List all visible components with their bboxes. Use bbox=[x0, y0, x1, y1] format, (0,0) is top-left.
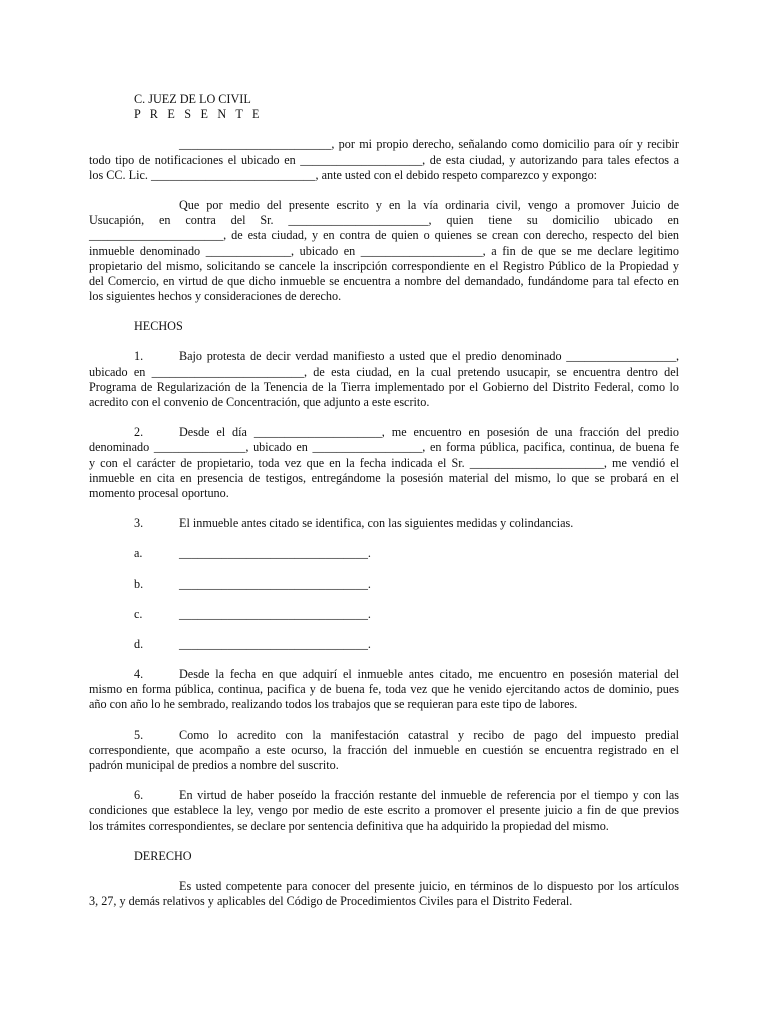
hecho-line: acredito con el convenio de Concentración, que adjunto a este escrito. bbox=[89, 395, 430, 409]
intro-line: todo tipo de notificaciones el ubicado en ____________________, de esta ciudad, y autorizando para tales efectos a bbox=[89, 152, 679, 167]
body-paragraph bbox=[89, 198, 679, 304]
colindancia-letter: a. bbox=[134, 546, 143, 561]
body-line: Usucapión, en contra del Sr. _______________________, quien tiene su domicilio ubicado en bbox=[89, 213, 679, 228]
hecho-line: y con el carácter de propietario, toda vez que en la fecha indicada el Sr. ______________________, me vendió el bbox=[89, 455, 679, 470]
colindancia-blank: _______________________________. bbox=[179, 606, 371, 621]
hecho-number: 2. bbox=[134, 425, 144, 440]
derecho-line: 3, 27, y demás relativos y aplicables del Código de Procedimientos Civiles para el Distrito Federal. bbox=[89, 894, 573, 909]
colindancia-letter: d. bbox=[134, 636, 144, 651]
hecho-line: condiciones que establece la ley, vengo por medio de este escrito a promover el presente juicio a fin de que previos bbox=[89, 803, 679, 818]
hecho-line: mismo en forma pública, continua, pacifica y de buena fe, toda vez que he venido ejercitando actos de dominio, pues bbox=[89, 682, 679, 697]
derecho-line: Es usted competente para conocer del presente juicio, en términos de lo dispuesto por los artículos bbox=[179, 878, 679, 893]
hecho-line: En virtud de haber poseído la fracción restante del inmueble de referencia por el tiempo y con las bbox=[179, 788, 679, 803]
intro-paragraph bbox=[89, 137, 679, 183]
hecho-line: El inmueble antes citado se identifica, con las siguientes medidas y colindancias. bbox=[179, 516, 574, 531]
body-line: Que por medio del presente escrito y en la vía ordinaria civil, vengo a promover Juicio de bbox=[179, 197, 679, 212]
hecho-line: los trámites correspondientes, se declare por sentencia definitiva que ha adquirido la propiedad del mismo. bbox=[89, 818, 609, 833]
colindancia-item bbox=[89, 607, 679, 622]
hecho-number: 4. bbox=[134, 667, 144, 682]
colindancia-blank: _______________________________. bbox=[179, 636, 371, 651]
intro-line: _________________________, por mi propio derecho, señalando como domicilio para oír y recibir bbox=[179, 137, 679, 152]
colindancia-item bbox=[89, 577, 679, 592]
presente: P R E S E N T E bbox=[134, 107, 263, 122]
body-line: los siguientes hechos y consideraciones de derecho. bbox=[89, 289, 342, 304]
hecho-3 bbox=[89, 516, 679, 531]
colindancia-letter: b. bbox=[134, 576, 144, 591]
document-page bbox=[89, 92, 679, 909]
intro-line: los CC. Lic. ___________________________, ante usted con el debido respeto comparezco y expongo: bbox=[89, 167, 598, 182]
addressee: C. JUEZ DE LO CIVIL bbox=[134, 92, 251, 106]
colindancia-blank: _______________________________. bbox=[179, 546, 371, 561]
hecho-line: Desde la fecha en que adquirí el inmueble antes citado, me encuentro en posesión material del bbox=[179, 667, 679, 682]
derecho-heading: DERECHO bbox=[134, 848, 192, 863]
body-line: ______________________, de esta ciudad, y en contra de quien o quienes se crean con derecho, respecto del bien bbox=[89, 228, 679, 243]
hecho-line: año con año lo he sembrado, realizando todos los trabajos que se requieran para este tipo de labores. bbox=[89, 697, 578, 712]
colindancia-item bbox=[89, 546, 679, 561]
hecho-line: correspondiente, que acompaño a este ocurso, la fracción del inmueble en cuestión se encuentra registrado en el bbox=[89, 742, 679, 757]
hecho-number: 5. bbox=[134, 727, 144, 742]
hecho-number: 6. bbox=[134, 788, 144, 803]
hecho-line: Desde el día _____________________, me encuentro en posesión de una fracción del predio bbox=[179, 425, 679, 440]
hecho-4 bbox=[89, 667, 679, 713]
hecho-line: padrón municipal de predios a nombre del suscrito. bbox=[89, 758, 339, 772]
derecho-paragraph bbox=[89, 879, 679, 909]
hecho-line: denominado _______________, ubicado en __________________, en forma pública, pacifica, continua, de buena fe bbox=[89, 440, 679, 455]
colindancia-blank: _______________________________. bbox=[179, 576, 371, 591]
hecho-number: 1. bbox=[134, 349, 144, 364]
hecho-line: Programa de Regularización de la Tenencia de la Tierra implementado por el Gobierno del Distrito Federal, como lo bbox=[89, 379, 679, 394]
body-line: propietario del mismo, solicitando se cancele la inscripción correspondiente en el Registro Público de la Propiedad y bbox=[89, 258, 679, 273]
hecho-line: ubicado en _________________________, de esta ciudad, en la cual pretendo usucapir, se encuentra dentro del bbox=[89, 364, 679, 379]
hecho-6 bbox=[89, 788, 679, 834]
hecho-line: momento procesal oportuno. bbox=[89, 485, 229, 500]
hecho-2 bbox=[89, 425, 679, 501]
colindancias-list bbox=[89, 546, 679, 652]
hechos-heading: HECHOS bbox=[134, 319, 183, 334]
hecho-number: 3. bbox=[134, 516, 144, 531]
hecho-line: inmueble en cita en presencia de testigos, entregándome la posesión material del mismo, lo que se probará en el bbox=[89, 470, 679, 485]
hecho-line: Como lo acredito con la manifestación catastral y recibo de pago del impuesto predial bbox=[179, 727, 679, 742]
hecho-5 bbox=[89, 728, 679, 774]
body-line: inmueble denominado ______________, ubicado en ____________________, a fin de que se me declare legitimo bbox=[89, 243, 679, 258]
colindancia-item bbox=[89, 637, 679, 652]
colindancia-letter: c. bbox=[134, 606, 143, 621]
hecho-1 bbox=[89, 349, 679, 410]
body-line: del Comercio, en virtud de que dicho inmueble se encuentra a nombre del demandado, fundándome para tal efecto en bbox=[89, 273, 679, 288]
hecho-line: Bajo protesta de decir verdad manifiesto a usted que el predio denominado __________________, bbox=[179, 349, 679, 364]
